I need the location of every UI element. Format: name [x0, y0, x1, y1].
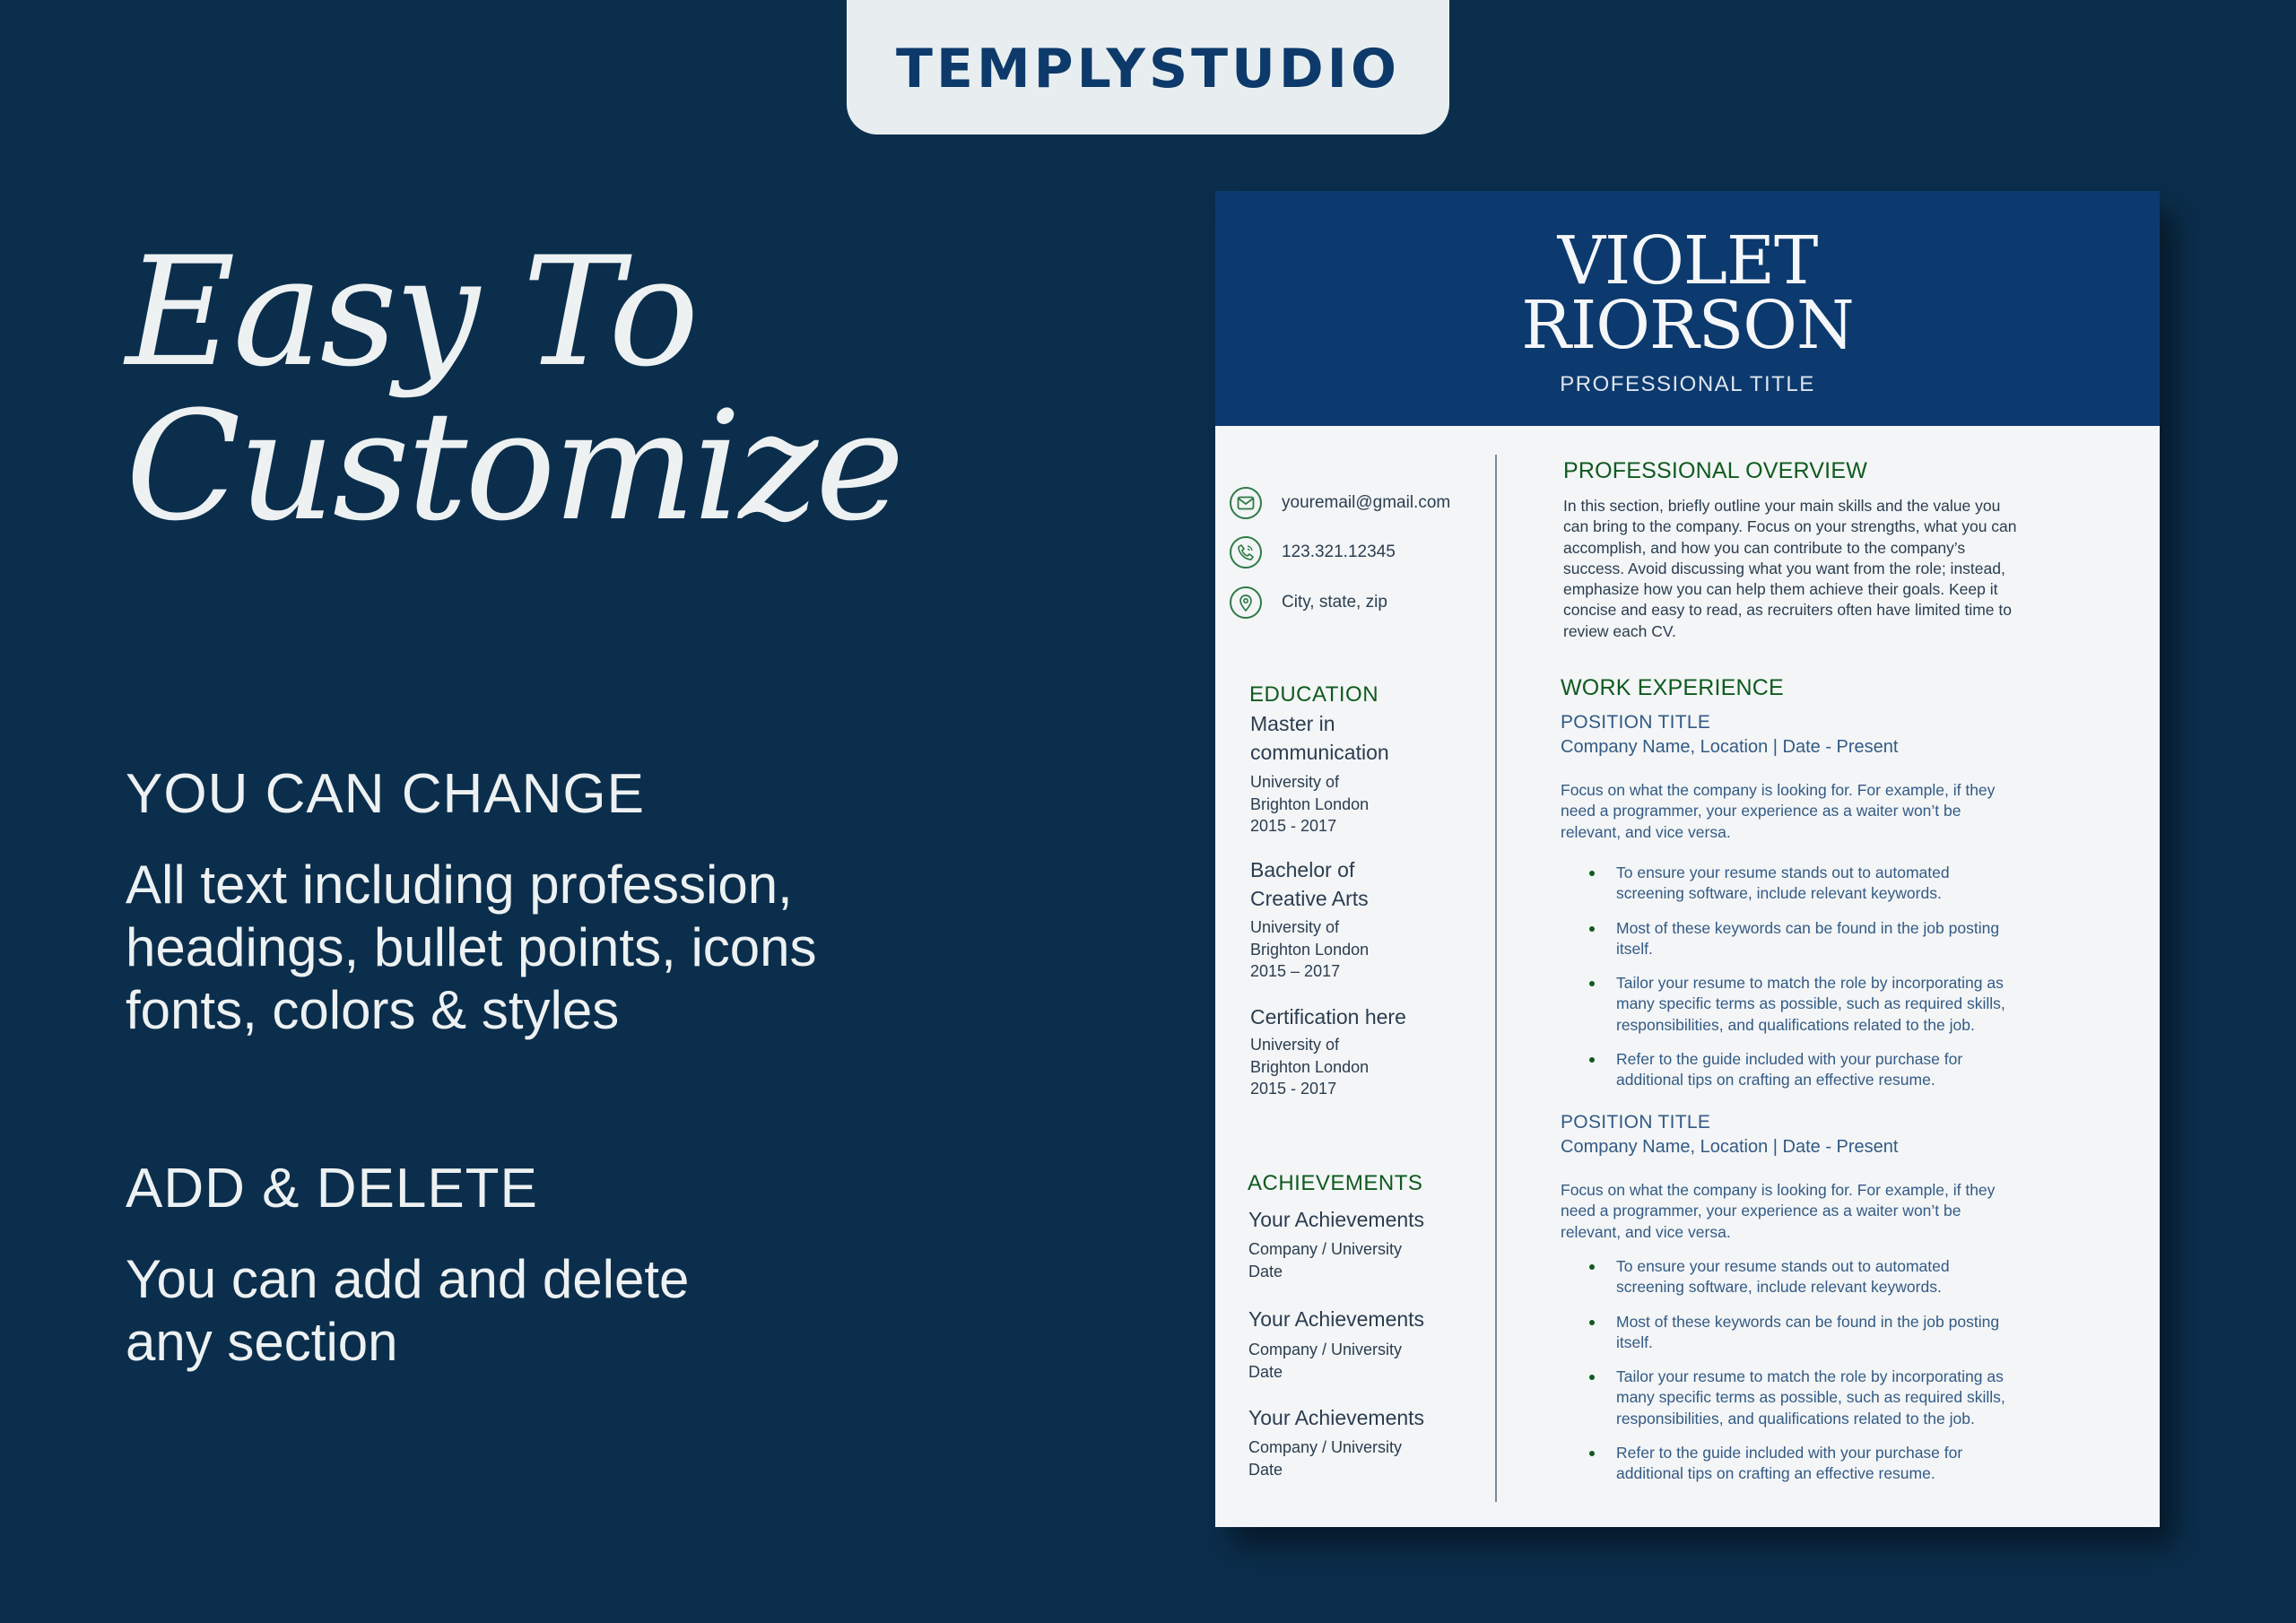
contact-location — [1230, 586, 1387, 619]
contact-text: youremail@gmail.com — [1282, 493, 1451, 512]
achievement-title: Your Achievements — [1248, 1307, 1425, 1331]
degree-line: Bachelor of — [1250, 858, 1355, 881]
resume-name — [1215, 191, 2160, 364]
detail-line: University of — [1250, 773, 1340, 791]
overview-heading: PROFESSIONAL OVERVIEW — [1563, 458, 1868, 483]
position-title: POSITION TITLE — [1561, 712, 1711, 733]
position-description — [1561, 1180, 2081, 1243]
bullet-line: To ensure your resume stands out to automated — [1616, 1257, 1950, 1275]
overview-line: In this section, briefly outline your main skills and the value you — [1563, 497, 2001, 515]
degree-line: Certification here — [1250, 1005, 1406, 1028]
position-description — [1561, 780, 2081, 843]
education-degree — [1250, 709, 1465, 767]
position-company: Company Name, Location | Date - Present — [1561, 737, 1899, 757]
achievement-details — [1248, 1238, 1464, 1282]
position-company: Company Name, Location | Date - Present — [1561, 1137, 1899, 1157]
resume-professional-title: PROFESSIONAL TITLE — [1560, 372, 1815, 396]
mail-icon — [1230, 487, 1262, 519]
bullet-line: Refer to the guide included with your purchase for — [1616, 1050, 1963, 1069]
feature-line: You can add and delete — [126, 1249, 690, 1309]
detail-line: University of — [1250, 1036, 1340, 1054]
detail-line: 2015 – 2017 — [1250, 962, 1341, 980]
feature-heading-change: YOU CAN CHANGE — [126, 763, 645, 825]
bullet-line: itself. — [1616, 939, 1653, 958]
education-details — [1250, 916, 1465, 983]
bullet-line: Tailor your resume to match the role by incorporating as — [1616, 1367, 2004, 1386]
education-heading: EDUCATION — [1249, 682, 1379, 707]
achievement-details — [1248, 1436, 1464, 1480]
bullet-line: many specific terms as possible, such as required skills, — [1616, 1388, 2005, 1407]
description-line: Focus on what the company is looking for. For example, if they — [1561, 1181, 1996, 1199]
bullet-line: Tailor your resume to match the role by incorporating as — [1616, 974, 2004, 993]
feature-body-add-delete — [126, 1248, 933, 1374]
bullet-item — [1561, 1443, 2027, 1485]
feature-body-change — [126, 854, 933, 1042]
bullet-item — [1561, 918, 2027, 960]
position-bullets — [1561, 1256, 2027, 1485]
feature-line: headings, bullet points, icons — [126, 917, 817, 977]
hero-title-line: Customize — [126, 378, 902, 554]
bullet-line: Refer to the guide included with your purchase for — [1616, 1444, 1963, 1462]
description-line: relevant, and vice versa. — [1561, 822, 1731, 841]
overview-line: success. Avoid discussing what you want from the role; instead, — [1563, 559, 2005, 577]
overview-line: accomplish, and how you can contribute to the company’s — [1563, 538, 1966, 557]
phone-icon — [1230, 536, 1262, 568]
position-bullets — [1561, 863, 2027, 1091]
description-line: Focus on what the company is looking for. For example, if they — [1561, 781, 1996, 799]
brand-logo: TEMPLYSTUDIO — [896, 38, 1400, 100]
overview-line: concise and easy to read, as recruiters often have limited time to — [1563, 601, 2012, 620]
description-line: relevant, and vice versa. — [1561, 1222, 1731, 1241]
degree-line: Creative Arts — [1250, 887, 1369, 910]
detail-line: Brighton London — [1250, 794, 1370, 813]
achievement-date: Date — [1248, 1362, 1283, 1381]
overview-text — [1563, 496, 2083, 642]
achievement-title: Your Achievements — [1248, 1208, 1425, 1231]
hero-title — [126, 224, 933, 554]
contact-text: City, state, zip — [1282, 593, 1387, 612]
detail-line: Brighton London — [1250, 1057, 1370, 1076]
overview-line: emphasize how you can help them achieve their goals. Keep it — [1563, 580, 1998, 599]
bullet-line: responsibilities, and qualifications related to the job. — [1616, 1409, 1975, 1428]
achievement-title: Your Achievements — [1248, 1406, 1425, 1429]
bullet-line: itself. — [1616, 1332, 1653, 1351]
feature-line: All text including profession, — [126, 855, 793, 915]
brand-tab — [847, 0, 1449, 135]
bullet-line: Most of these keywords can be found in the job posting — [1616, 918, 2000, 937]
achievement-org: Company / University — [1248, 1341, 1403, 1358]
description-line: need a programmer, your experience as a waiter won’t be — [1561, 1202, 1961, 1220]
overview-line: review each CV. — [1563, 621, 1676, 640]
bullet-line: screening software, include relevant keywords. — [1616, 1278, 1942, 1297]
contact-phone — [1230, 536, 1396, 568]
resume-header — [1215, 191, 2160, 426]
location-pin-icon — [1230, 586, 1262, 619]
detail-line: University of — [1250, 918, 1340, 936]
feature-line: fonts, colors & styles — [126, 980, 620, 1040]
education-degree — [1250, 1002, 1465, 1031]
bullet-line: many specific terms as possible, such as required skills, — [1616, 994, 2005, 1013]
degree-line: communication — [1250, 741, 1389, 764]
resume-last-name: RIORSON — [1521, 287, 1854, 364]
bullet-line: screening software, include relevant keywords. — [1616, 884, 1942, 903]
bullet-item — [1561, 1367, 2027, 1429]
achievement-org: Company / University — [1248, 1438, 1403, 1456]
bullet-line: responsibilities, and qualifications related to the job. — [1616, 1015, 1975, 1034]
bullet-line: additional tips on crafting an effective resume. — [1616, 1071, 1935, 1089]
detail-line: 2015 - 2017 — [1250, 1080, 1337, 1098]
achievement-date: Date — [1248, 1460, 1283, 1479]
detail-line: 2015 - 2017 — [1250, 817, 1337, 835]
feature-line: any section — [126, 1312, 398, 1372]
position-title: POSITION TITLE — [1561, 1112, 1711, 1133]
education-details — [1250, 1034, 1465, 1100]
bullet-line: To ensure your resume stands out to automated — [1616, 864, 1950, 881]
bullet-line: Most of these keywords can be found in the job posting — [1616, 1312, 2000, 1331]
achievements-heading: ACHIEVEMENTS — [1248, 1171, 1423, 1195]
contact-text: 123.321.12345 — [1282, 542, 1396, 561]
bullet-item — [1561, 1049, 2027, 1091]
achievement-details — [1248, 1339, 1464, 1383]
bullet-item — [1561, 863, 2027, 905]
detail-line: Brighton London — [1250, 940, 1370, 959]
education-details — [1250, 771, 1465, 838]
education-degree — [1250, 855, 1465, 913]
achievement-org: Company / University — [1248, 1240, 1403, 1258]
bullet-item — [1561, 1312, 2027, 1354]
feature-heading-add-delete: ADD & DELETE — [126, 1158, 538, 1219]
column-divider — [1495, 455, 1497, 1502]
hero-title-line: Easy To — [126, 224, 697, 400]
bullet-item — [1561, 973, 2027, 1036]
degree-line: Master in — [1250, 712, 1335, 735]
bullet-line: additional tips on crafting an effective resume. — [1616, 1464, 1935, 1483]
achievement-date: Date — [1248, 1262, 1283, 1280]
bullet-item — [1561, 1256, 2027, 1298]
overview-line: can bring to the company. Focus on your strengths, what you can — [1563, 517, 2017, 536]
description-line: need a programmer, your experience as a waiter won’t be — [1561, 802, 1961, 820]
work-heading: WORK EXPERIENCE — [1561, 675, 1784, 700]
resume-first-name: VIOLET — [1557, 222, 1818, 299]
contact-email — [1230, 487, 1450, 519]
resume-preview — [1215, 191, 2160, 1527]
